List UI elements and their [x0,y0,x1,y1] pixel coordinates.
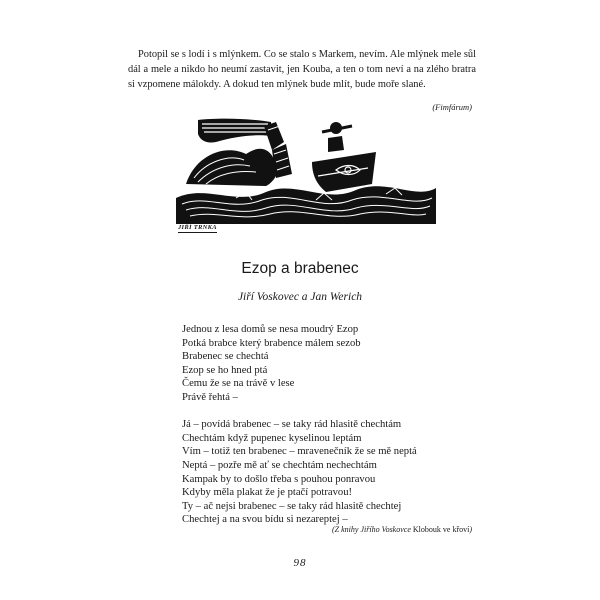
poem-line: Chechtám když pupenec kyselinou leptám [182,432,362,444]
poem-authors: Jiří Voskovec a Jan Werich [237,291,363,303]
poem-line: Právě řehtá – [182,391,238,403]
poem-line: Vím – totiž ten brabenec – mravenečník že se mě neptá [182,446,417,458]
poem-title: Ezop a brabenec [241,260,359,277]
poem-line: Kdyby měla plakat že je ptačí potravou! [182,487,353,499]
poem-line: Chechtej a na svou bídu si nezareptej – [182,514,348,526]
poem-line: Neptá – pozře mě ať se chechtám nechechtám [182,459,377,471]
poem-stanza [182,418,502,527]
poem-source-suffix: ) [469,525,472,534]
poem-source-book: Klobouk ve křoví [412,525,470,534]
poem-line: Potká brabce který brabence málem sezob [182,337,361,349]
intro-source: (Fimfárum) [432,102,472,112]
poem-line: Brabenec se chechtá [182,351,269,363]
illustrator-signature: JIŘÍ TRNKA [178,224,217,231]
poem-line: Čemu že se na trávě v lese [182,378,295,390]
poem-stanza [182,323,502,405]
intro-paragraph: Potopil se s lodí i s mlýnkem. Co se stalo s Markem, nevím. Ale mlýnek mele sůl dál a mele a nikdo ho neumí zastavit, jen Kouba, a ten o tom neví a na zlého bratra si vzpomene málokdy. A dokud ten mlýnek bude mlít, bude moře slané. [128,49,476,90]
poem-line: Jednou z lesa domů se nesa moudrý Ezop [182,324,359,335]
poem-source-prefix: (Z knihy Jiřího Voskovce [332,525,413,534]
poem-line: Já – povídá brabenec – se taky rád hlasitě chechtám [182,419,402,431]
ship-illustration [176,114,436,224]
page-number: 98 [293,557,307,569]
ship-in-stormy-sea-icon [176,114,436,224]
poem-line: Ty – ač nejsi brabenec – se taky rád hlasitě chechtej [182,500,402,512]
poem-line: Kampak by to došlo třeba s pouhou ponravou [182,473,376,485]
poem-body [182,323,502,541]
poem-source [332,525,472,534]
poem-line: Ezop se ho hned ptá [182,364,268,376]
intro-paragraph-block [128,47,476,92]
